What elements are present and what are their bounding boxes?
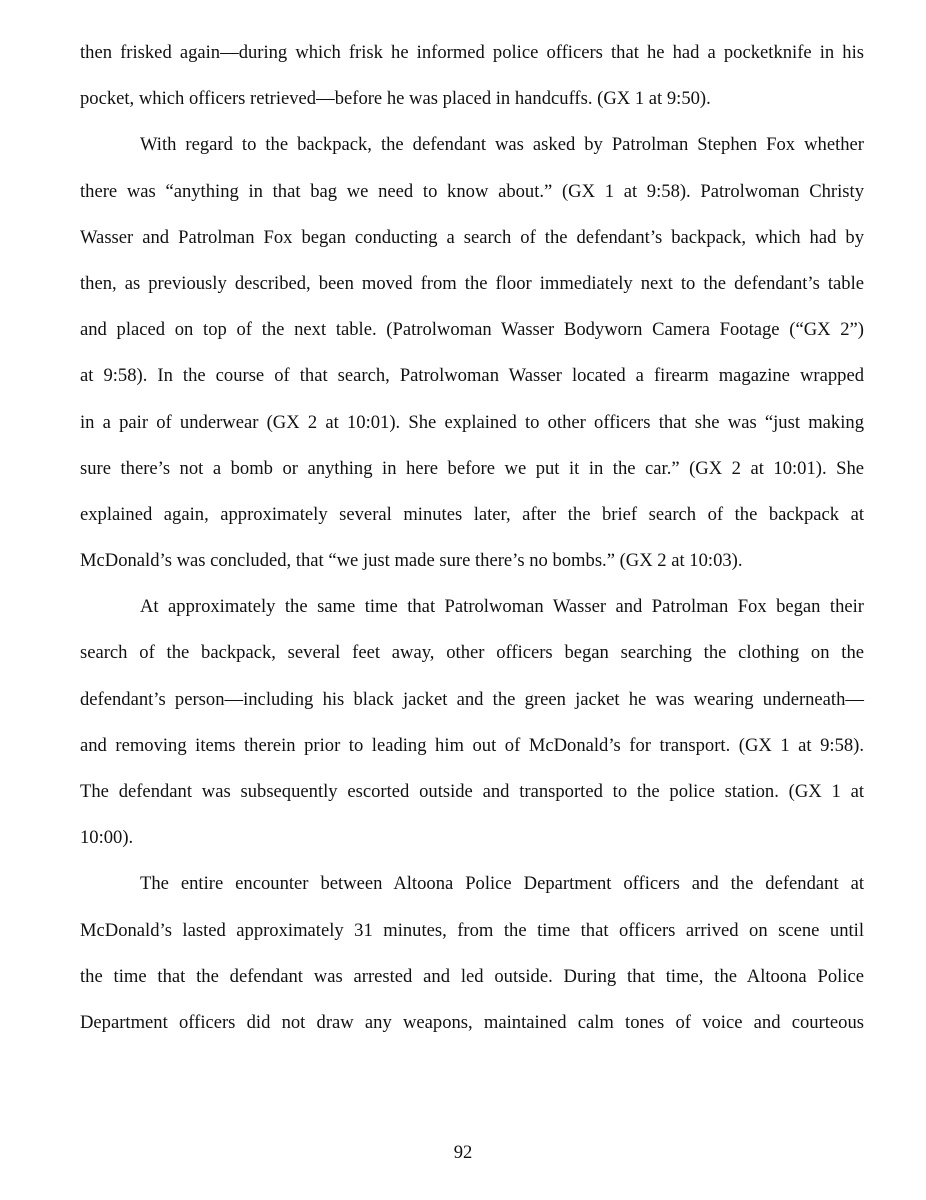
text-line: Wasser and Patrolman Fox began conducting a search of the defendant’s backpack, which had by xyxy=(80,226,864,248)
text-line: explained again, approximately several minutes later, after the brief search of the backpack at xyxy=(80,503,864,525)
text-line: 10:00). xyxy=(80,827,134,849)
text-line: then, as previously described, been moved from the floor immediately next to the defendant’s table xyxy=(80,272,864,294)
text-line: defendant’s person—including his black jacket and the green jacket he was wearing underneath— xyxy=(80,688,864,710)
paragraph-first-line: The entire encounter between Altoona Police Department officers and the defendant at xyxy=(140,873,864,895)
text-line: and removing items therein prior to leading him out of McDonald’s for transport. (GX 1 at 9:58). xyxy=(80,734,864,756)
text-line: pocket, which officers retrieved—before he was placed in handcuffs. (GX 1 at 9:50). xyxy=(80,88,711,110)
text-line: McDonald’s was concluded, that “we just made sure there’s no bombs.” (GX 2 at 10:03). xyxy=(80,550,743,572)
text-line: then frisked again—during which frisk he informed police officers that he had a pocketknife in his xyxy=(80,42,864,63)
text-line: McDonald’s lasted approximately 31 minutes, from the time that officers arrived on scene until xyxy=(80,919,864,941)
paragraph-first-line: With regard to the backpack, the defendant was asked by Patrolman Stephen Fox whether xyxy=(140,134,864,156)
page-number: 92 xyxy=(453,1142,473,1163)
body-text xyxy=(80,38,864,1054)
text-line: and placed on top of the next table. (Patrolwoman Wasser Bodyworn Camera Footage (“GX 2”) xyxy=(80,319,864,341)
text-line: Department officers did not draw any weapons, maintained calm tones of voice and courteous xyxy=(80,1011,864,1033)
paragraph-first-line: At approximately the same time that Patrolwoman Wasser and Patrolman Fox began their xyxy=(140,596,864,618)
text-line: in a pair of underwear (GX 2 at 10:01). She explained to other officers that she was “just making xyxy=(80,411,864,433)
text-line: the time that the defendant was arrested and led outside. During that time, the Altoona Police xyxy=(80,965,864,987)
text-line: sure there’s not a bomb or anything in here before we put it in the car.” (GX 2 at 10:01). She xyxy=(80,457,864,479)
text-line: The defendant was subsequently escorted outside and transported to the police station. (GX 1 at xyxy=(80,781,864,802)
text-line: there was “anything in that bag we need to know about.” (GX 1 at 9:58). Patrolwoman Christy xyxy=(80,180,864,202)
text-line: at 9:58). In the course of that search, Patrolwoman Wasser located a firearm magazine wrapped xyxy=(80,365,864,387)
text-line: search of the backpack, several feet away, other officers began searching the clothing on the xyxy=(80,642,864,664)
